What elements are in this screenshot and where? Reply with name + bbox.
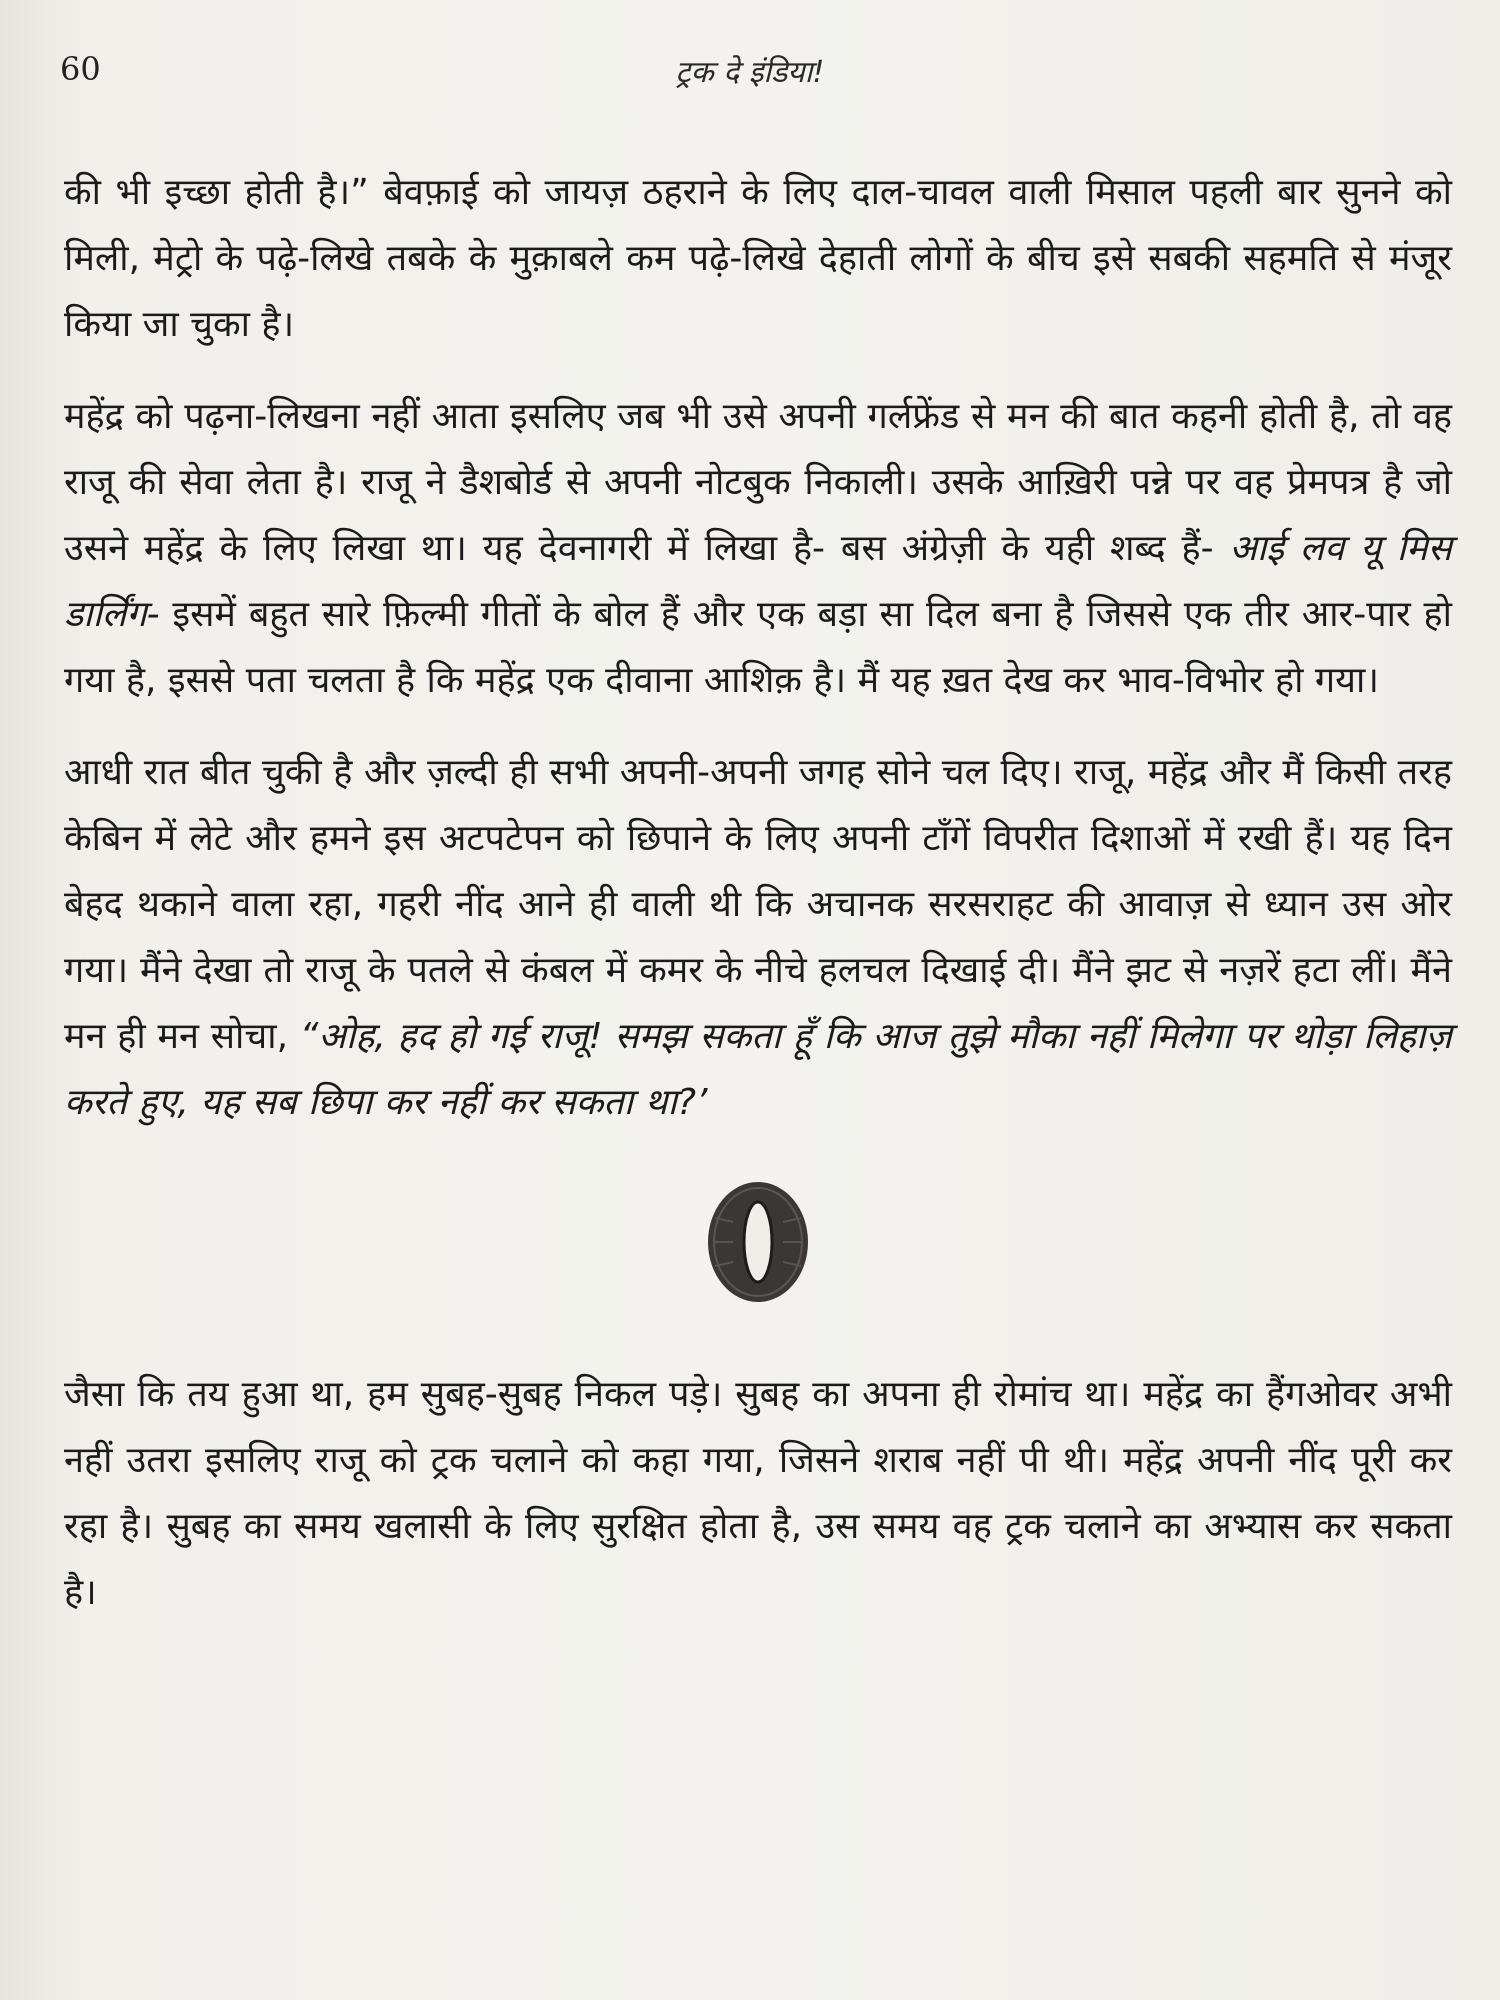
paragraph-2-text-b: इसमें बहुत सारे फ़िल्मी गीतों के बोल हैं और एक बड़ा सा दिल बना है जिससे एक तीर आर-पार हो गया है, इससे पता चलता है कि महेंद्र एक दीवाना आशिक़ है। मैं यह ख़त देख कर भाव-विभोर हो गया।	[64, 594, 1452, 701]
page-header	[60, 40, 1440, 100]
paragraph-2-italic-phrase: आई लव यू मिस डार्लिंग-	[64, 528, 1452, 635]
page-body	[64, 160, 1452, 1652]
paragraph-3-text: आधी रात बीत चुकी है और ज़ल्दी ही सभी अपनी-अपनी जगह सोने चल दिए। राजू, महेंद्र और मैं किसी तरह केबिन में लेटे और हमने इस अटपटेपन को छिपाने के लिए अपनी टाँगें विपरीत दिशाओं में रखी हैं। यह दिन बेहद थकाने वाला रहा, गहरी नींद आने ही वाली थी कि अचानक सरसराहट की आवाज़ से ध्यान उस ओर गया। मैंने देखा तो राजू के पतले से कंबल में कमर के नीचे हलचल दिखाई दी। मैंने झट से नज़रें हटा लीं। मैंने मन ही मन सोचा,	[64, 752, 1452, 1057]
running-head: ट्रक दे इंडिया!	[675, 55, 825, 90]
page-number: 60	[60, 50, 101, 88]
paragraph-4: जैसा कि तय हुआ था, हम सुबह-सुबह निकल पड़े। सुबह का अपना ही रोमांच था। महेंद्र का हैंगओवर अभी नहीं उतरा इसलिए राजू को ट्रक चलाने को कहा गया, जिसने शराब नहीं पी थी। महेंद्र अपनी नींद पूरी कर रहा है। सुबह का समय खलासी के लिए सुरक्षित होता है, उस समय वह ट्रक चलाने का अभ्यास कर सकता है।	[64, 1374, 1452, 1613]
tire-icon	[703, 1178, 813, 1306]
paragraph-3	[64, 740, 1452, 1136]
paragraph-2	[64, 384, 1452, 714]
paragraph-2-text-a: महेंद्र को पढ़ना-लिखना नहीं आता इसलिए जब भी उसे अपनी गर्लफ्रेंड से मन की बात कहनी होती है, तो वह राजू की सेवा लेता है। राजू ने डैशबोर्ड से अपनी नोटबुक निकाली। उसके आख़िरी पन्ने पर वह प्रेमपत्र है जो उसने महेंद्र के लिए लिखा था। यह देवनागरी में लिखा है- बस अंग्रेज़ी के यही शब्द हैं-	[64, 396, 1452, 569]
paragraph-1: की भी इच्छा होती है।” बेवफ़ाई को जायज़ ठहराने के लिए दाल-चावल वाली मिसाल पहली बार सुनने को मिली, मेट्रो के पढ़े-लिखे तबके के मुक़ाबले कम पढ़े-लिखे देहाती लोगों के बीच इसे सबकी सहमति से मंजूर किया जा चुका है।	[64, 172, 1452, 345]
section-break	[64, 1162, 1452, 1322]
paragraph-3-italic-quote: “ओह, हद हो गई राजू! समझ सकता हूँ कि आज तुझे मौका नहीं मिलेगा पर थोड़ा लिहाज़ करते हुए, यह सब छिपा कर नहीं कर सकता था?’	[64, 1016, 1452, 1123]
